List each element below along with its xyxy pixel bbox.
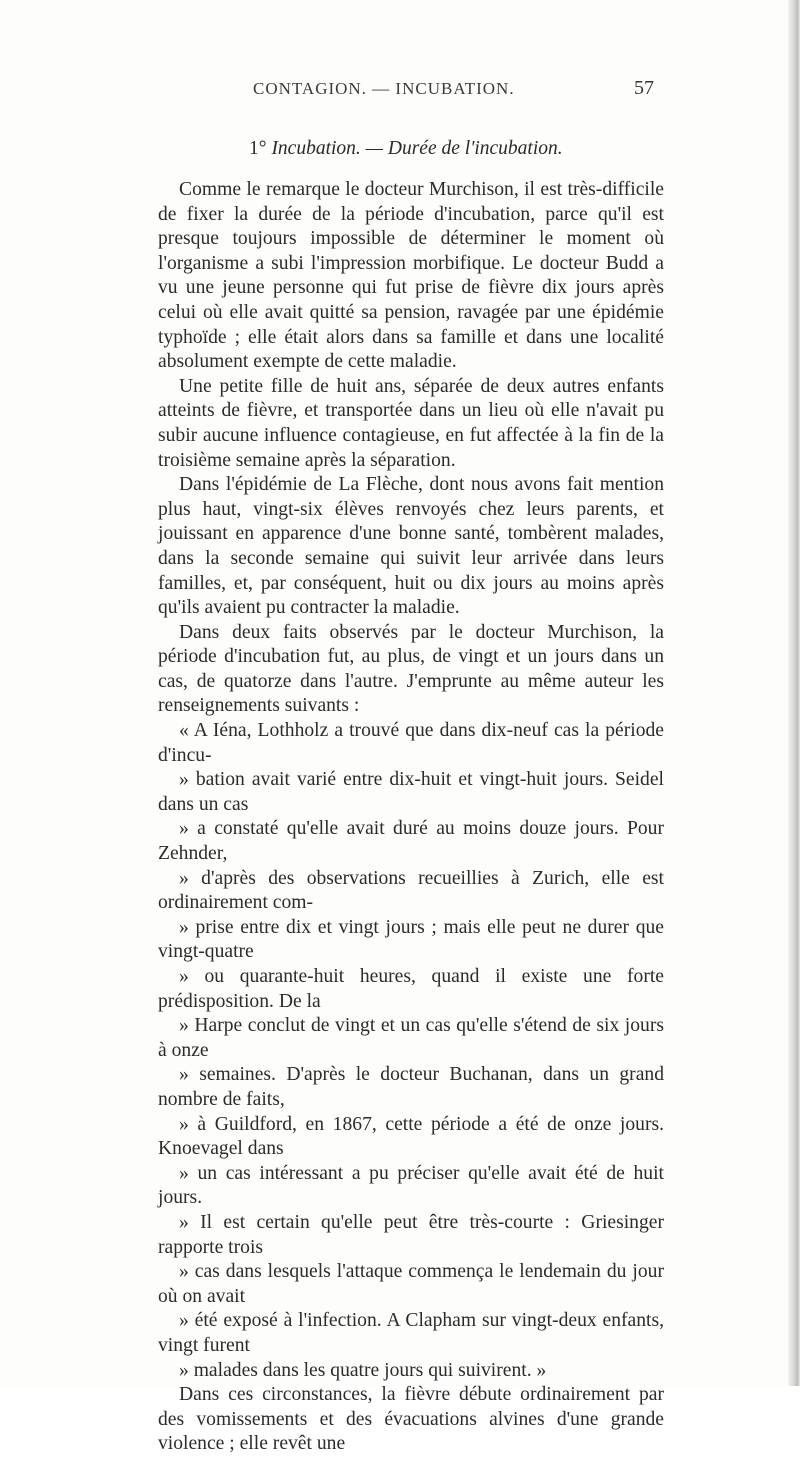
paragraph: Dans deux faits observés par le docteur Murchison, la période d'incubation fut, au plus, de vingt et un jours dans un cas, de quatorze dans l'autre. J'emprunte au même auteur les renseignements suivants : [158,621,664,717]
quote-line: » d'après des observations recueillies à Zurich, elle est ordinairement com- [158,867,664,914]
page-edge-shadow [788,0,800,1386]
quote-line: » ou quarante-huit heures, quand il existe une forte prédisposition. De la [158,966,664,1012]
section-number: 1° [249,138,267,159]
paragraph: Dans l'épidémie de La Flèche, dont nous avons fait mention plus haut, vingt-six élèves renvoyés chez leurs parents, et jouissant en apparence d'une bonne santé, tombèrent malades, dans la seconde semaine qui suivit leur arrivée dans leurs familles, et, par conséquent, huit ou dix jours au moins après qu'ils avaient pu contracter la maladie. [158,474,664,619]
quotation-block [158,719,664,1211]
quote-line: » Harpe conclut de vingt et un cas qu'elle s'étend de six jours à onze [158,1015,664,1061]
quote-line: » prise entre dix et vingt jours ; mais elle peut ne durer que vingt-quatre [158,916,664,963]
quote-line: » bation avait varié entre dix-huit et vingt-huit jours. Seidel dans un cas [158,769,664,815]
quote-line: » malades dans les quatre jours qui suivirent. » [179,1359,547,1381]
section-heading: Incubation. — Durée de l'incubation. [271,138,563,159]
quotation-block [158,1211,664,1383]
quote-line: » Il est certain qu'elle peut être très-courte : Griesinger rapporte trois [158,1211,664,1258]
quote-line: » a constaté qu'elle avait duré au moins douze jours. Pour Zehnder, [158,818,664,865]
page-header [160,79,654,105]
body-text [158,178,664,1457]
paragraph: Une petite fille de huit ans, séparée de deux autres enfants atteints de fièvre, et transportée dans un lieu où elle n'avait pu subir aucune influence contagieuse, en fut affectée à la fin de la troisième semaine après la séparation. [158,375,664,471]
quote-line: « A Iéna, Lothholz a trouvé que dans dix-neuf cas la période d'incu- [158,720,664,766]
quote-line: » semaines. D'après le docteur Buchanan, dans un grand nombre de faits, [158,1064,664,1110]
quote-line: » un cas intéressant a pu préciser qu'elle avait été de huit jours. [158,1162,664,1209]
quote-line: » été exposé à l'infection. A Clapham sur vingt-deux enfants, vingt furent [158,1310,664,1356]
section-title [249,138,563,160]
running-head: CONTAGION. — INCUBATION. [253,79,515,98]
quote-line: » à Guildford, en 1867, cette période a été de onze jours. Knoevagel dans [158,1113,664,1160]
quote-line: » cas dans lesquels l'attaque commença le lendemain du jour où on avait [158,1261,664,1307]
paragraph: Dans ces circonstances, la fièvre débute ordinairement par des vomissements et des évacuations alvines d'une grande violence ; elle revêt une [158,1384,664,1455]
page-number: 57 [634,77,654,99]
paragraph: Comme le remarque le docteur Murchison, il est très-difficile de fixer la durée de la période d'incubation, parce qu'il est presque toujours impossible de déterminer le moment où l'organisme a subi l'impression morbifique. Le docteur Budd a vu une jeune personne qui fut prise de fièvre dix jours après celui où elle avait quitté sa pension, ravagée par une épidémie typhoïde ; elle était alors dans sa famille et dans une localité absolument exempte de cette maladie. [158,179,664,373]
